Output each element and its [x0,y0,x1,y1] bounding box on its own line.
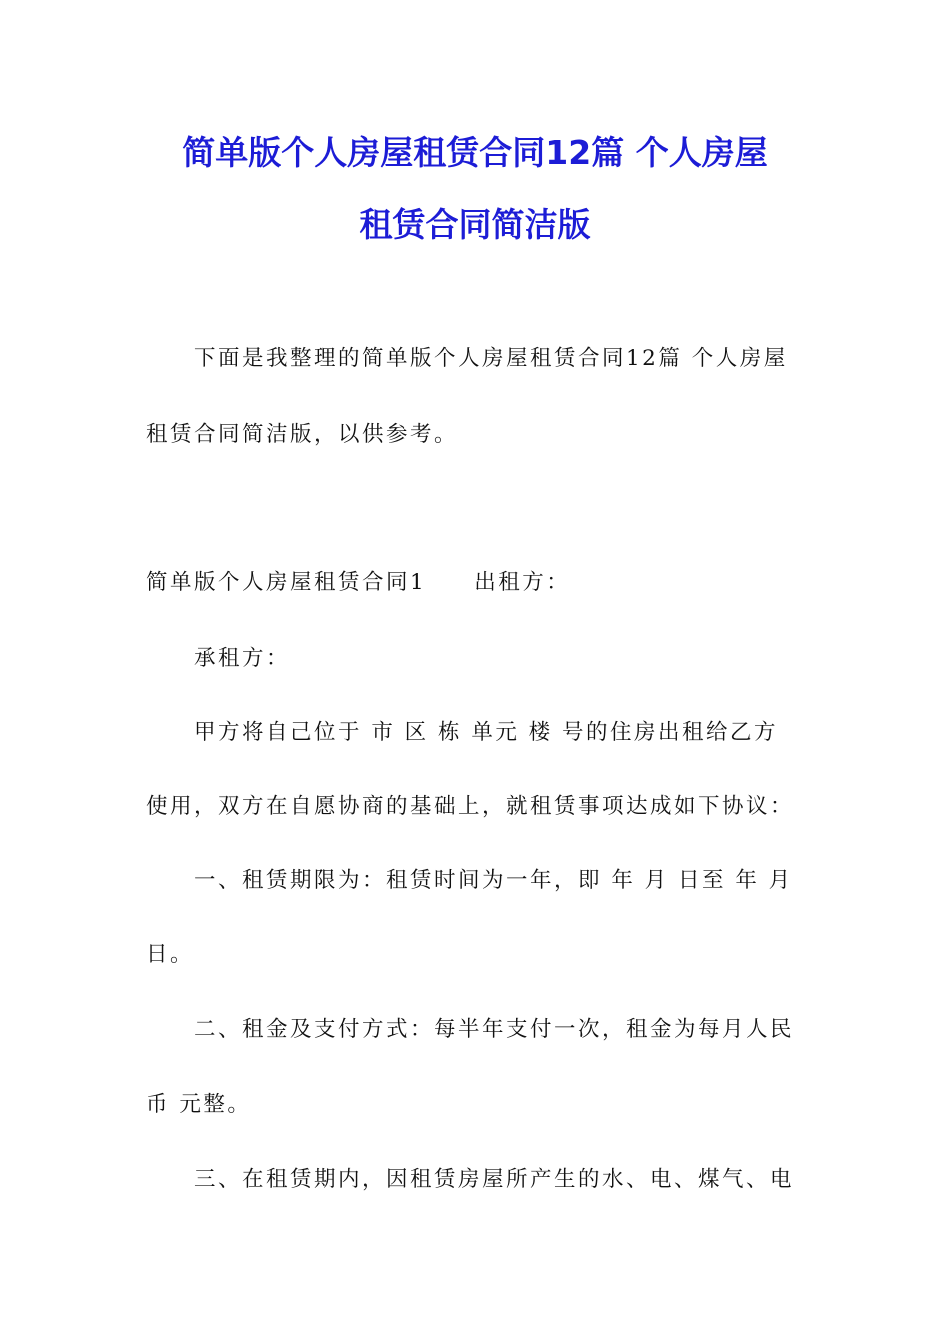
document-title-line-1: 简单版个人房屋租赁合同12篇 个人房屋 [182,133,768,172]
document-title-line-2: 租赁合同简洁版 [359,205,591,244]
paragraph-1-line-1: 甲方将自己位于 市 区 栋 单元 楼 号的住房出租给乙方 [194,720,779,745]
paragraph-1-line-2: 使用，双方在自愿协商的基础上，就租赁事项达成如下协议： [146,794,795,819]
paragraph-3-line-1: 二、租金及支付方式：每半年支付一次，租金为每月人民 [194,1017,795,1042]
paragraph-3-line-2: 币 元整。 [146,1092,252,1117]
section-heading: 简单版个人房屋租赁合同1 [146,570,427,595]
section-heading-row [146,568,570,598]
paragraph-4-line-1: 三、在租赁期内，因租赁房屋所产生的水、电、煤气、电 [194,1167,795,1192]
lessor-label: 出租方： [474,570,571,595]
paragraph-2-line-2: 日。 [146,942,195,967]
lessee-label: 承租方： [194,646,291,671]
intro-paragraph-line-2: 租赁合同简洁版，以供参考。 [146,422,459,447]
intro-paragraph-line-1: 下面是我整理的简单版个人房屋租赁合同12篇 个人房屋 [194,346,788,371]
paragraph-2-line-1: 一、租赁期限为：租赁时间为一年，即 年 月 日至 年 月 [194,868,793,893]
